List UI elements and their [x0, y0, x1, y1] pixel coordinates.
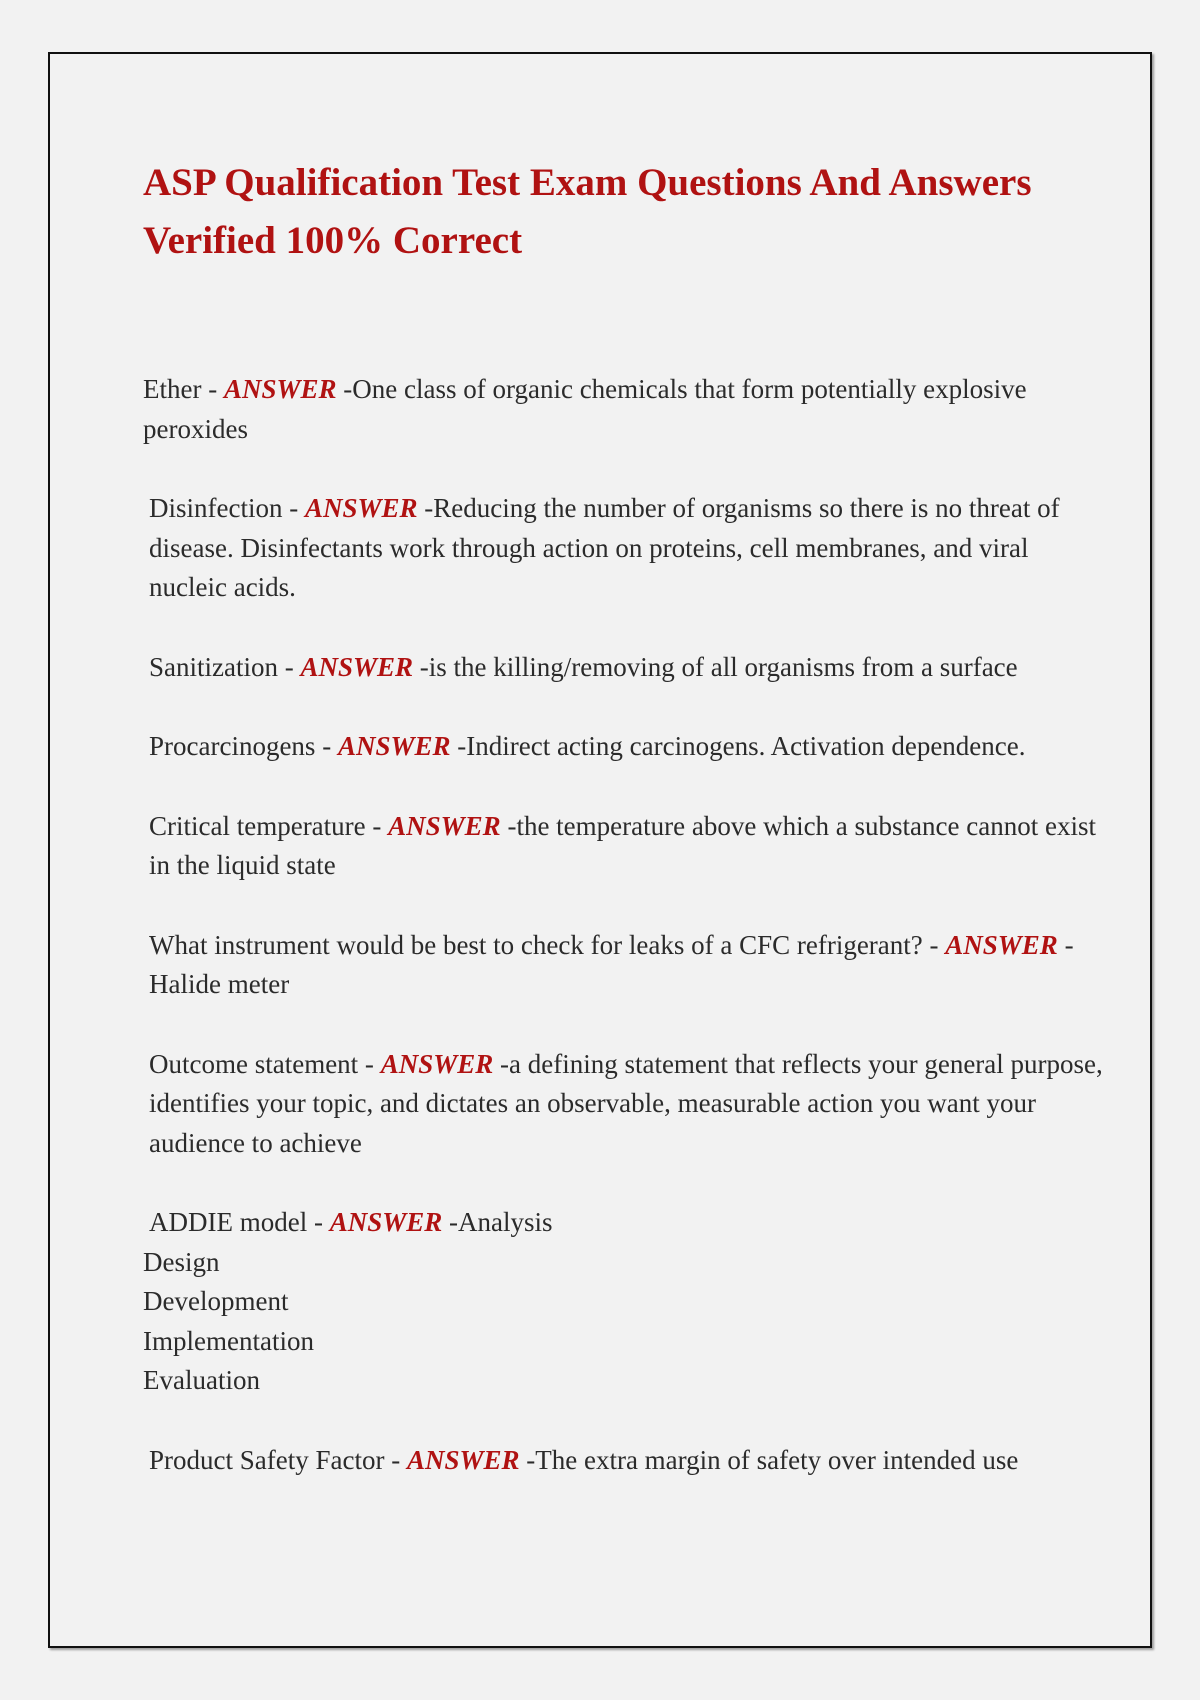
answer-keyword: ANSWER — [300, 651, 414, 682]
qa-answer: -The extra margin of safety over intended use — [519, 1444, 1019, 1475]
qa-term: What instrument would be best to check for leaks of a CFC refrigerant? - — [149, 929, 946, 960]
answer-keyword: ANSWER — [304, 493, 418, 523]
qa-term: ADDIE model - — [149, 1207, 330, 1237]
qa-answer-line: Implementation — [143, 1325, 314, 1356]
qa-answer: -Reducing the number of organisms so there is no threat of disease. Disinfectants work through action on proteins, cell membranes, and viral nucleic acids. — [149, 493, 1060, 602]
answer-keyword: ANSWER — [223, 374, 337, 404]
qa-list — [143, 370, 1103, 1480]
qa-term: Ether - — [143, 374, 224, 404]
qa-item — [143, 648, 1103, 688]
qa-item — [143, 1203, 1103, 1401]
qa-item — [143, 1045, 1103, 1164]
qa-answer-line: Development — [143, 1286, 289, 1316]
qa-answer: -Analysis — [442, 1207, 553, 1237]
qa-term: Procarcinogens - — [149, 731, 338, 761]
answer-keyword: ANSWER — [337, 731, 451, 761]
document-page — [48, 52, 1152, 1648]
qa-answer-line: Evaluation — [143, 1365, 260, 1395]
qa-item — [143, 727, 1103, 767]
qa-term: Product Safety Factor - — [149, 1444, 407, 1475]
answer-keyword: ANSWER — [380, 1048, 494, 1079]
answer-keyword: ANSWER — [329, 1207, 443, 1237]
qa-answer: -Indirect acting carcinogens. Activation dependence. — [450, 731, 1026, 761]
qa-first-line — [143, 1203, 1103, 1243]
qa-answer: -Halide meter — [149, 929, 1074, 999]
qa-term: Critical temperature - — [149, 810, 389, 841]
answer-keyword: ANSWER — [945, 929, 1058, 960]
document-content — [143, 154, 1103, 1520]
qa-answer: -the temperature above which a substance cannot exist in the liquid state — [149, 810, 1096, 880]
qa-item — [143, 489, 1103, 608]
qa-term: Sanitization - — [149, 651, 301, 682]
qa-item — [143, 1441, 1103, 1481]
qa-item — [143, 370, 1103, 449]
qa-item — [143, 807, 1103, 886]
qa-term: Disinfection - — [149, 493, 305, 523]
qa-item — [143, 926, 1103, 1005]
document-title: ASP Qualification Test Exam Questions And Answers Verified 100% Correct — [143, 161, 1032, 262]
answer-keyword: ANSWER — [388, 810, 501, 841]
qa-answer-line: Design — [143, 1246, 220, 1277]
qa-answer: -is the killing/removing of all organisms from a surface — [413, 651, 1018, 682]
qa-term: Outcome statement - — [149, 1048, 381, 1079]
qa-answer: -a defining statement that reflects your general purpose, identifies your topic, and dictates an observable, measurable action you want your audience to achieve — [149, 1048, 1103, 1158]
answer-keyword: ANSWER — [406, 1444, 520, 1475]
qa-answer: -One class of organic chemicals that form potentially explosive peroxides — [143, 374, 1027, 444]
